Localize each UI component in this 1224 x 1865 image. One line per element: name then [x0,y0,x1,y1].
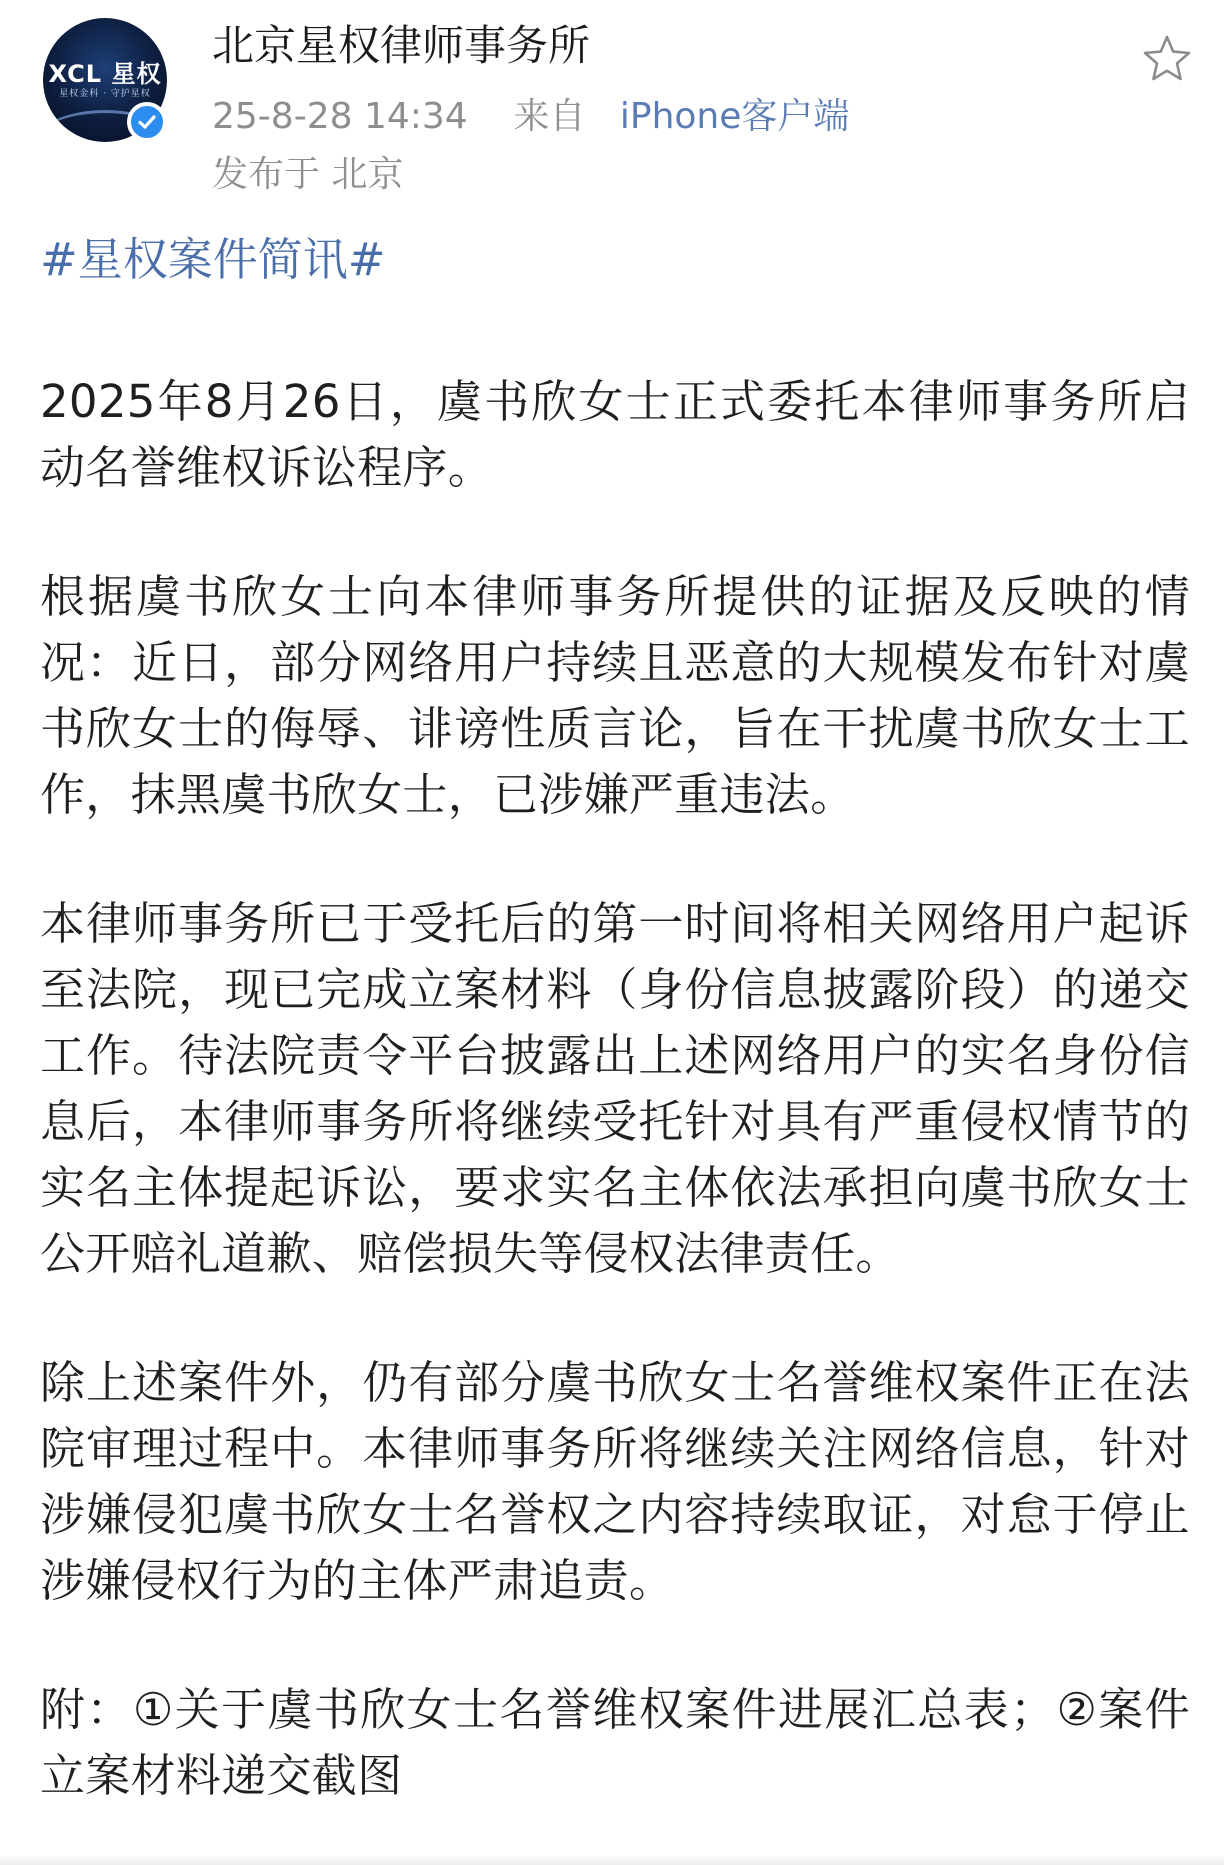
post-meta [212,92,849,142]
watermark-blur [440,1788,960,1865]
post-paragraph-5: 附：①关于虞书欣女士名誉维权案件进展汇总表；②案件立案材料递交截图 [40,1683,1190,1802]
post-paragraph-3: 本律师事务所已于受托后的第一时间将相关网络用户起诉至法院，现已完成立案材料（身份信息披露阶段）的递交工作。待法院责令平台披露出上述网络用户的实名身份信息后，本律师事务所将继续受托针对具有严重侵权情节的实名主体提起诉讼，要求实名主体依法承担向虞书欣女士公开赔礼道歉、赔偿损失等侵权法律责任。 [40,897,1190,1280]
post-timestamp: 25-8-28 14:34 [212,96,468,137]
avatar-tagline: 星权金科 · 守护星权 [59,89,151,99]
source-prefix: 来自 [513,96,586,137]
hashtag-link[interactable]: #星权案件简讯# [40,233,386,286]
post-header [0,0,1224,210]
star-outline-icon[interactable] [1140,32,1194,86]
verified-badge-icon [127,102,167,142]
source-client-link[interactable]: iPhone客户端 [619,96,850,137]
account-name[interactable]: 北京星权律师事务所 [212,21,591,70]
post-paragraph-2: 根据虞书欣女士向本律师事务所提供的证据及反映的情况：近日，部分网络用户持续且恶意的大规模发布针对虞书欣女士的侮辱、诽谤性质言论，旨在干扰虞书欣女士工作，抹黑虞书欣女士，已涉嫌严重违法。 [40,570,1190,821]
checkmark-icon [136,111,158,133]
post-body [40,226,1190,1809]
bottom-edge [0,1855,1224,1865]
post-location: 发布于 北京 [212,154,404,195]
post-paragraph-1: 2025年8月26日，虞书欣女士正式委托本律师事务所启动名誉维权诉讼程序。 [40,375,1190,494]
avatar-logo-text: XCL 星权 [48,60,162,88]
post-paragraph-4: 除上述案件外，仍有部分虞书欣女士名誉维权案件正在法院审理过程中。本律师事务所将继续关注网络信息，针对涉嫌侵犯虞书欣女士名誉权之内容持续取证，对怠于停止涉嫌侵权行为的主体严肃追责。 [40,1356,1190,1607]
